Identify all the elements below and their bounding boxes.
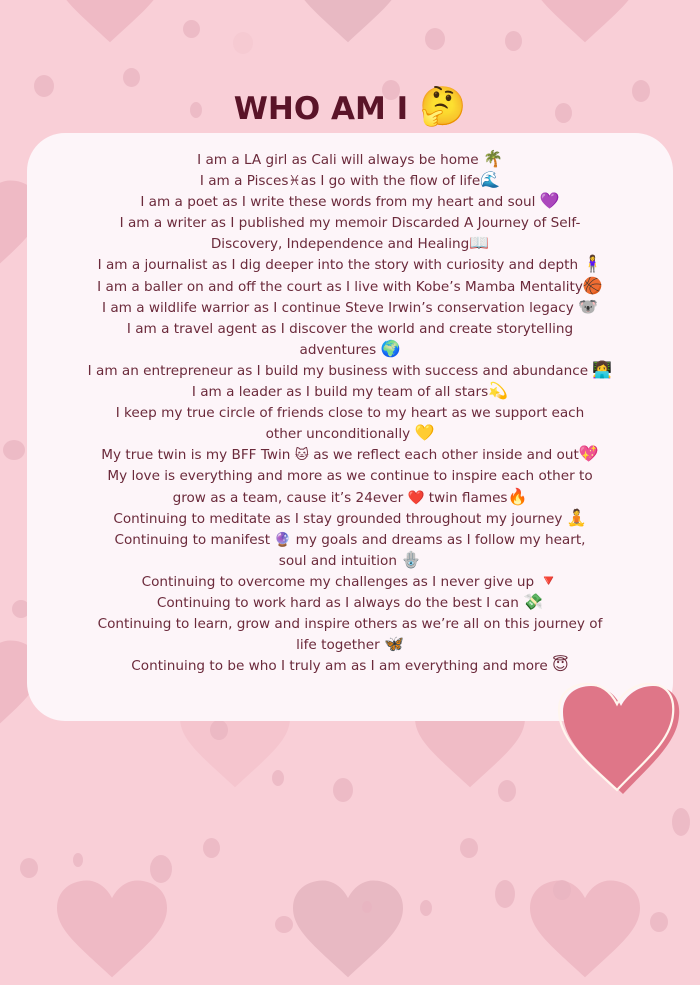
poem-line: Discovery, Independence and Healing📖: [210, 233, 490, 253]
background-dot: [425, 28, 445, 50]
page-title: [0, 84, 700, 133]
poem-line: I am a leader as I build my team of all stars💫: [191, 381, 509, 401]
poem-line: My true twin is my BFF Twin 🐱 as we reflect each other inside and out💖: [101, 444, 599, 464]
background-dot: [460, 838, 478, 858]
halo-smile-icon: 😇: [552, 655, 569, 675]
los-angeles-sticker-icon: 🌴: [482, 149, 503, 168]
background-heart: [55, 0, 165, 45]
background-dot: [210, 720, 228, 740]
background-dot: [20, 858, 38, 878]
poem-line: Continuing to be who I truly am as I am everything and more 😇: [131, 655, 569, 675]
poem-line: I am a poet as I write these words from my heart and soul 💜: [140, 191, 560, 211]
poem-line: I keep my true circle of friends close to my heart as we support each: [115, 405, 585, 422]
background-heart: [530, 880, 640, 980]
poem-line: I am a baller on and off the court as I live with Kobe’s Mamba Mentality🏀: [97, 275, 603, 295]
background-dot: [420, 900, 432, 916]
fire-icon: 🔥: [507, 486, 528, 506]
poem-line: I am a writer as I published my memoir Discarded A Journey of Self-: [119, 215, 581, 232]
background-dot: [123, 68, 140, 87]
background-dot: [233, 32, 253, 54]
hamsa-icon: 🪬: [401, 549, 422, 569]
poem-line: other unconditionally 💛: [265, 423, 435, 443]
background-dot: [275, 916, 293, 933]
background-heart: [530, 0, 640, 45]
background-dot: [505, 31, 522, 51]
poem-line: Continuing to work hard as I always do the best I can 💸: [156, 591, 544, 611]
poem-line: I am a travel agent as I discover the world and create storytelling: [126, 320, 574, 337]
koala-icon: 🐨: [578, 296, 598, 316]
poem-line: I am a Pisces♓as I go with the flow of life🌊: [199, 170, 501, 190]
wave-icon: 🌊: [480, 170, 501, 190]
background-heart: [293, 0, 403, 45]
poem-line: Continuing to meditate as I stay grounded throughout my journey 🧘: [113, 507, 587, 527]
background-dot: [362, 901, 372, 913]
big-heart-icon: [555, 682, 685, 800]
money-icon: 💸: [523, 591, 544, 611]
background-dot: [333, 778, 353, 802]
poem-line: I am a LA girl as Cali will always be home 🌴: [197, 149, 503, 168]
poem-line: adventures 🌍: [299, 338, 401, 358]
poem-line: grow as a team, cause it’s 24ever ❤️ twin flames🔥: [172, 486, 528, 506]
poem-line: Continuing to learn, grow and inspire others as we’re all on this journey of: [97, 616, 603, 633]
purple-heart-icon: 💜: [539, 191, 560, 211]
meditation-tree-icon: 🧘: [566, 507, 587, 527]
globe-plane-icon: 🌍: [380, 338, 401, 358]
poem-line: Continuing to manifest 🔮 my goals and dreams as I follow my heart,: [114, 531, 586, 548]
background-dot: [498, 780, 516, 802]
background-dot: [553, 880, 571, 900]
poem-line: Continuing to overcome my challenges as I never give up 🔻: [141, 570, 559, 590]
background-dot: [73, 853, 83, 867]
background-heart: [293, 880, 403, 980]
entrepreneur-woman-icon: 👩‍💻: [592, 359, 613, 379]
background-heart: [57, 880, 167, 980]
background-dot: [495, 880, 515, 908]
sparkling-heart-icon: 💖: [578, 444, 599, 464]
poem-line: I am an entrepreneur as I build my business with success and abundance 👩‍💻: [87, 359, 613, 379]
poem-line: soul and intuition 🪬: [278, 549, 422, 569]
basketball-heart-icon: 🏀: [582, 275, 603, 295]
poem-line: My love is everything and more as we continue to inspire each other to: [107, 468, 593, 485]
background-dot: [183, 20, 200, 38]
open-book-icon: 📖: [469, 233, 490, 253]
shooting-star-icon: 💫: [488, 381, 509, 401]
poem-line: life together 🦋: [296, 634, 404, 654]
background-dot: [203, 838, 220, 858]
background-dot: [150, 855, 172, 883]
butterfly-icon: 🦋: [383, 634, 404, 654]
journalist-woman-icon: 🧍‍♀️: [582, 254, 603, 274]
background-dot: [272, 770, 284, 786]
thinking-face-icon: 🤔: [418, 84, 467, 128]
title-text: WHO AM I: [233, 91, 409, 127]
background-dot: [672, 808, 690, 836]
poem-lines: [27, 150, 673, 677]
background-dot: [650, 912, 668, 932]
background-dot: [3, 440, 25, 460]
yellow-heart-icon: 💛: [414, 423, 435, 443]
poem-line: I am a journalist as I dig deeper into the story with curiosity and depth 🧍‍♀️: [97, 254, 603, 274]
never-give-up-sticker-icon: 🔻: [538, 570, 559, 590]
poem-line: I am a wildlife warrior as I continue Steve Irwin’s conservation legacy 🐨: [101, 296, 598, 316]
